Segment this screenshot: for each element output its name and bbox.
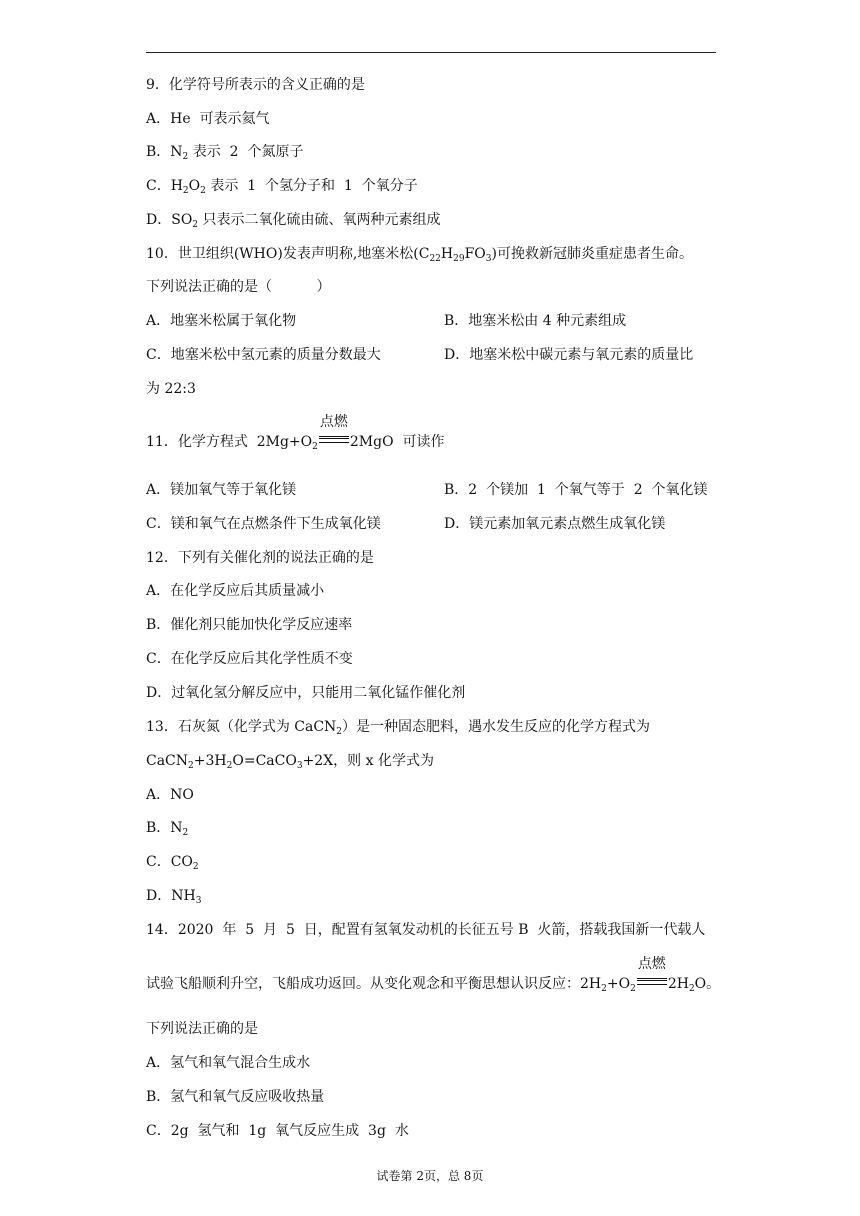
q11-option-b: B．2 个镁加 1 个氧气等于 2 个氧化镁 <box>444 482 708 498</box>
q10-option-a: A．地塞米松属于氧化物 <box>146 313 297 329</box>
q10-option-c: C．地塞米松中氢元素的质量分数最大 <box>146 347 381 363</box>
q12-option-a: A．在化学反应后其质量减小 <box>146 583 325 599</box>
q12-stem: 12．下列有关催化剂的说法正确的是 <box>146 550 374 566</box>
q9-option-a: A．He 可表示氦气 <box>146 111 270 127</box>
q11-option-c: C．镁和氧气在点燃条件下生成氧化镁 <box>146 516 381 532</box>
q9-option-b: B．$N_2$ 表示 2 个氮原子 <box>146 144 304 162</box>
q9-option-d: D．$SO_2$ 只表示二氧化硫由硫、氧两种元素组成 <box>146 212 441 230</box>
header-rule <box>146 52 716 53</box>
q14-option-b: B．氢气和氧气反应吸收热量 <box>146 1089 325 1105</box>
q13-stem: 13．石灰氮（化学式为 CaCN$_2$）是一种固态肥料，遇水发生反应的化学方程式为 <box>146 719 651 737</box>
q11-stem: 11．化学方程式 $2Mg+O_2$ 点燃 2MgO 可读作 <box>146 414 445 452</box>
reaction-condition-arrow: 点燃 <box>637 970 667 988</box>
q14-option-a: A．氢气和氧气混合生成水 <box>146 1055 311 1071</box>
q10-stem-line2: 下列说法正确的是（ ） <box>146 279 331 295</box>
q14-stem: 14．2020 年 5 月 5 日，配置有氢氧发动机的长征五号 B 火箭，搭载我国新一代载人 <box>146 922 706 938</box>
q13-equation: $CaCN_2+3H_2O=CaCO_3+2X$，则 x 化学式为 <box>146 753 434 771</box>
q11-option-d: D．镁元素加氧元素点燃生成氧化镁 <box>444 516 666 532</box>
q14-option-c: C．2g 氢气和 1g 氧气反应生成 3g 水 <box>146 1123 409 1139</box>
q12-option-d: D．过氧化氢分解反应中，只能用二氧化锰作催化剂 <box>146 685 466 701</box>
q10-option-d-cont: 为 22:3 <box>146 381 196 397</box>
q13-option-d: D．$NH_3$ <box>146 888 202 906</box>
q9-option-c: C．$H_2O_2$ 表示 1 个氢分子和 1 个氧分子 <box>146 178 418 196</box>
q13-option-c: C．$CO_2$ <box>146 854 199 872</box>
q10-option-d: D．地塞米松中碳元素与氧元素的质量比 <box>444 347 694 363</box>
reaction-condition-arrow: 点燃 <box>319 428 349 446</box>
q14-stem-line2: 试验飞船顺利升空，飞船成功返回。从变化观念和平衡思想认识反应：$2H_2+O_2$ 点燃 $2H_2O$。 <box>146 956 721 994</box>
q13-option-b: B．$N_2$ <box>146 820 189 838</box>
q12-option-b: B．催化剂只能加快化学反应速率 <box>146 617 353 633</box>
q14-stem-line3: 下列说法正确的是 <box>146 1021 258 1037</box>
q13-option-a: A．NO <box>146 787 194 803</box>
q9-stem: 9．化学符号所表示的含义正确的是 <box>146 77 365 93</box>
q10-option-b: B．地塞米松由 4 种元素组成 <box>444 313 627 329</box>
page-footer: 试卷第 2页，总 8页 <box>376 1169 484 1183</box>
q12-option-c: C．在化学反应后其化学性质不变 <box>146 651 353 667</box>
q11-option-a: A．镁加氧气等于氧化镁 <box>146 482 297 498</box>
q10-stem: 10．世卫组织(WHO)发表声明称,地塞米松$(C_{22}H_{29}FO_3)$可挽救新冠肺炎重症患者生命。 <box>146 246 693 264</box>
